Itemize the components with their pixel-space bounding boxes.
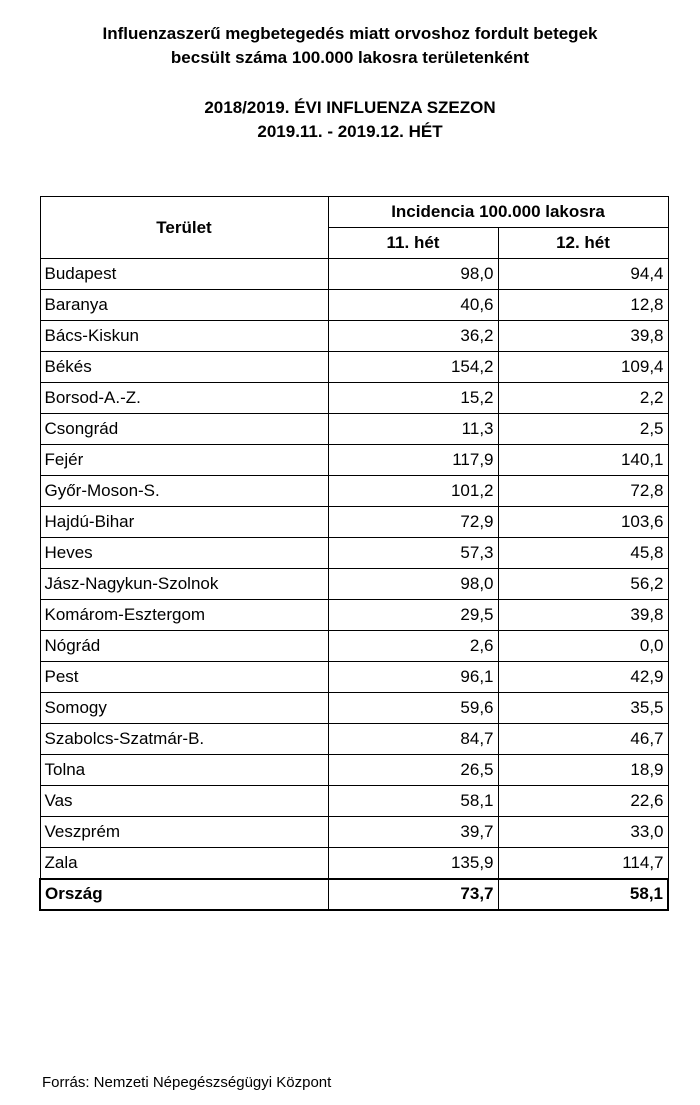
table-row [40, 259, 668, 290]
week-12-header: 12. hét [498, 228, 668, 259]
week-11-value: 15,2 [328, 383, 498, 414]
week-12-value: 140,1 [498, 445, 668, 476]
week-11-value: 98,0 [328, 569, 498, 600]
incidence-table [39, 196, 669, 911]
week-12-value: 12,8 [498, 290, 668, 321]
area-name: Komárom-Esztergom [40, 600, 328, 631]
table-row [40, 476, 668, 507]
area-name: Győr-Moson-S. [40, 476, 328, 507]
area-name: Baranya [40, 290, 328, 321]
table-row [40, 755, 668, 786]
week-12-value: 33,0 [498, 817, 668, 848]
week-12-value: 35,5 [498, 693, 668, 724]
incidence-group-header: Incidencia 100.000 lakosra [328, 197, 668, 228]
table-row [40, 724, 668, 755]
week-range-title: 2019.11. - 2019.12. HÉT [257, 122, 443, 141]
area-name: Fejér [40, 445, 328, 476]
table-row [40, 352, 668, 383]
week-11-value: 2,6 [328, 631, 498, 662]
week-11-value: 117,9 [328, 445, 498, 476]
area-name: Veszprém [40, 817, 328, 848]
week-11-value: 84,7 [328, 724, 498, 755]
week-12-value: 39,8 [498, 321, 668, 352]
area-name: Pest [40, 662, 328, 693]
week-11-value: 98,0 [328, 259, 498, 290]
area-name: Somogy [40, 693, 328, 724]
table-row [40, 848, 668, 879]
week-12-value: 39,8 [498, 600, 668, 631]
week-11-value: 57,3 [328, 538, 498, 569]
area-name: Hajdú-Bihar [40, 507, 328, 538]
week-12-value: 46,7 [498, 724, 668, 755]
table-row [40, 600, 668, 631]
table-row [40, 290, 668, 321]
week-11-value: 36,2 [328, 321, 498, 352]
table-row [40, 507, 668, 538]
week-12-value: 56,2 [498, 569, 668, 600]
week-11-header: 11. hét [328, 228, 498, 259]
table-row [40, 321, 668, 352]
week-11-value: 29,5 [328, 600, 498, 631]
week-11-value: 26,5 [328, 755, 498, 786]
area-name: Bács-Kiskun [40, 321, 328, 352]
table-row [40, 414, 668, 445]
table-row [40, 662, 668, 693]
week-12-value: 0,0 [498, 631, 668, 662]
area-name: Nógrád [40, 631, 328, 662]
source-note: Forrás: Nemzeti Népegészségügyi Központ [42, 1074, 332, 1091]
week-11-value: 135,9 [328, 848, 498, 879]
table-row [40, 569, 668, 600]
week-11-value: 154,2 [328, 352, 498, 383]
area-name: Zala [40, 848, 328, 879]
total-week-11: 73,7 [328, 879, 498, 910]
table-row [40, 693, 668, 724]
table-row [40, 383, 668, 414]
week-12-value: 72,8 [498, 476, 668, 507]
table-row [40, 817, 668, 848]
week-11-value: 59,6 [328, 693, 498, 724]
area-name: Csongrád [40, 414, 328, 445]
area-name: Jász-Nagykun-Szolnok [40, 569, 328, 600]
area-name: Borsod-A.-Z. [40, 383, 328, 414]
table-body [40, 259, 668, 879]
week-12-value: 94,4 [498, 259, 668, 290]
table-row [40, 631, 668, 662]
area-name: Tolna [40, 755, 328, 786]
season-title: 2018/2019. ÉVI INFLUENZA SZEZON [204, 98, 496, 117]
total-name: Ország [40, 879, 328, 910]
week-12-value: 22,6 [498, 786, 668, 817]
week-12-value: 2,5 [498, 414, 668, 445]
week-12-value: 2,2 [498, 383, 668, 414]
table-row [40, 445, 668, 476]
area-name: Békés [40, 352, 328, 383]
week-11-value: 72,9 [328, 507, 498, 538]
area-name: Heves [40, 538, 328, 569]
total-week-12: 58,1 [498, 879, 668, 910]
week-12-value: 42,9 [498, 662, 668, 693]
week-12-value: 18,9 [498, 755, 668, 786]
table-row [40, 538, 668, 569]
area-name: Szabolcs-Szatmár-B. [40, 724, 328, 755]
week-12-value: 45,8 [498, 538, 668, 569]
week-11-value: 11,3 [328, 414, 498, 445]
week-11-value: 39,7 [328, 817, 498, 848]
week-12-value: 114,7 [498, 848, 668, 879]
title-line-1: Influenzaszerű megbetegedés miatt orvoshoz fordult betegek [102, 24, 598, 43]
table-row [40, 786, 668, 817]
week-11-value: 40,6 [328, 290, 498, 321]
week-11-value: 58,1 [328, 786, 498, 817]
week-11-value: 96,1 [328, 662, 498, 693]
week-12-value: 103,6 [498, 507, 668, 538]
area-column-header: Terület [40, 197, 328, 259]
week-11-value: 101,2 [328, 476, 498, 507]
area-name: Vas [40, 786, 328, 817]
area-name: Budapest [40, 259, 328, 290]
week-12-value: 109,4 [498, 352, 668, 383]
title-line-2: becsült száma 100.000 lakosra területenként [170, 48, 530, 67]
total-row [40, 879, 668, 910]
